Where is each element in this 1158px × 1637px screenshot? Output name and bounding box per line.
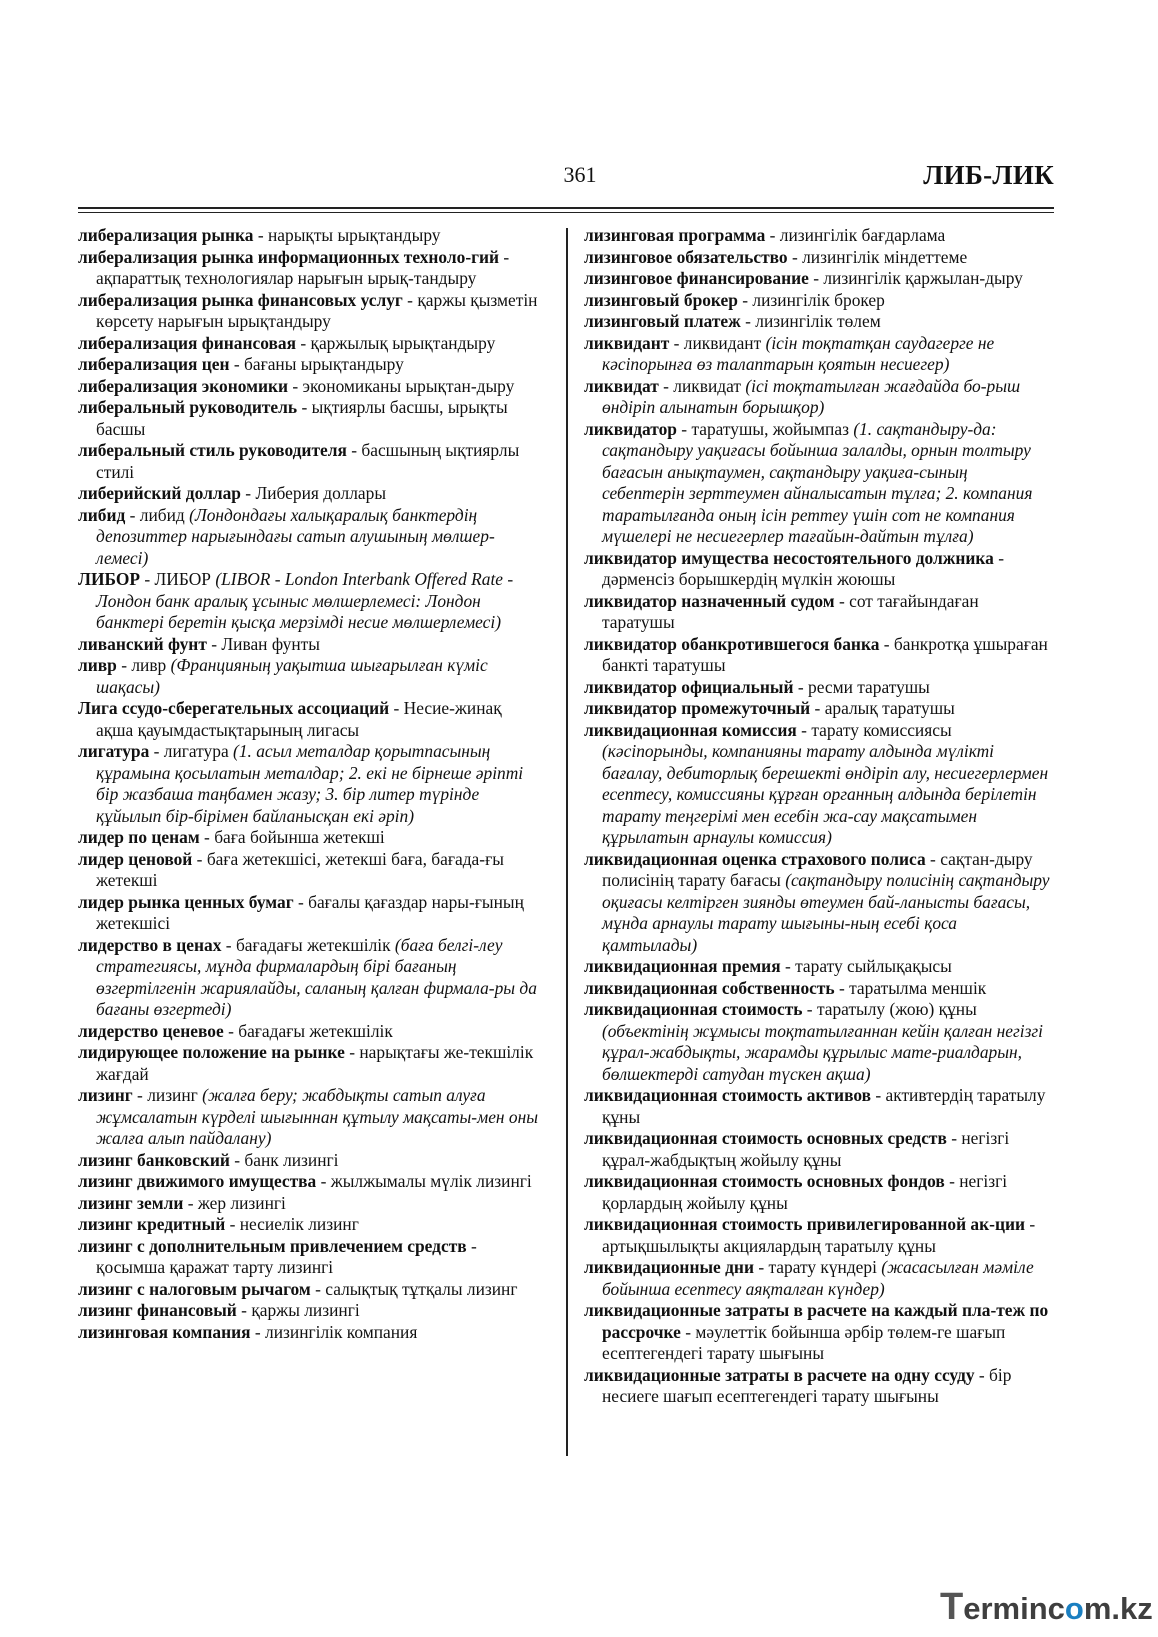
entry-translation: бір несиеге шағып есептегендегі тарату шығыны [602,1364,1012,1406]
entry-term: либид [78,504,126,525]
dictionary-entry [584,720,1054,849]
dictionary-entry [78,569,538,634]
dictionary-entry [78,1279,538,1301]
entry-separator: - [466,1235,477,1256]
entry-note: (1. асыл металдар қорытпасының құрамына қосылатын металдар; 2. екі не бірнеше әріпті бір жазбаша таңбамен жазу; 3. бір литер түрінде құйылып бір-бірімен байланысқан екі әріп) [96,741,524,826]
entry-term: ликвидационная премия [584,956,781,976]
entry-translation: ливр [131,655,167,675]
entry-translation: Ливан фунты [221,633,320,654]
entry-term: лизинг движимого имущества [78,1171,317,1191]
entry-translation: таратылу (жою) құны [816,999,977,1019]
entry-separator: - [253,225,268,245]
dictionary-entry [584,548,1054,591]
entry-translation: таратылма меншік [849,977,987,998]
dictionary-entry [78,483,538,505]
entry-separator: - [229,1149,245,1170]
dictionary-entry [78,741,538,827]
entry-translation: лизингілік бағдарлама [779,225,946,245]
entry-translation: аралық таратушы [824,698,955,718]
entry-translation: қаржы лизингі [251,1300,360,1320]
entry-translation: лигатура [163,741,229,761]
dictionary-entry [584,1300,1054,1365]
entry-separator: - [765,225,780,245]
entry-translation: лизингілік төлем [755,311,881,331]
entry-term: ликвидационные затраты в расчете на каждый пла-теж по рассрочке [584,1300,1049,1342]
dictionary-entry [584,225,1054,247]
entry-separator: - [1025,1214,1036,1234]
watermark-logo: Termincоm.kz [940,1586,1153,1628]
entry-translation: бағаны ырықтандыру [244,354,404,374]
entry-term: либерализация рынка [78,225,254,245]
entry-separator: - [223,1020,239,1041]
entry-term: лидерство в ценах [78,934,222,955]
entry-translation: ЛИБОР [154,569,211,589]
entry-translation: лизингілік қаржылан-дыру [823,268,1023,288]
entry-note: (кәсіпорынды, компанияны тарату алдында мүлікті бағалау, дебиторлық берешекті өндіріп алу, несиегерлермен есептесу, комиссияны құрған органның алдында берілетін тарату теңгерімі мен есебін жа-сау мақсатымен құрылатын арнаулы комиссия) [602,741,1049,847]
entry-term: либерийский доллар [78,483,241,503]
dictionary-entry [584,677,1054,699]
dictionary-entry [584,698,1054,720]
entry-separator: - [946,1128,962,1148]
entry-term: ликвидатор назначенный судом [584,590,835,611]
entry-term: ливанский фунт [78,633,207,654]
entry-translation: нарықты ырықтандыру [267,225,441,245]
entry-term: Лига ссудо-сберегательных ассоциаций [78,698,390,718]
entry-note: (жасасылған мәміле бойынша есептесу аяқталған күндер) [602,1257,1034,1299]
entry-separator: - [669,332,684,353]
entry-translation: тарату сыйлықақысы [795,956,952,976]
dictionary-entry [78,655,538,698]
running-head: ЛИБ-ЛИК [923,160,1054,190]
dictionary-entry [584,978,1054,1000]
entry-separator: - [346,440,362,460]
entry-separator: - [288,375,303,396]
entry-note: (LIBOR - London Interbank Offered Rate - Лондон банк аралық ұсыныс мөлшерлемесі: Лондон банктері беретін қысқа мерзімді несие мөлшерлемесі) [96,569,514,632]
entry-separator: - [808,268,824,288]
entry-separator: - [221,934,236,955]
entry-note: (сақтандыру полисінің сақтандыру оқиғасы келтірген зиянды өтеумен бай-ланысты бағасы, мұнда арнаулы тарату шығыны-ның есебі қоса қамтылады) [602,870,1050,955]
entry-term: ликвидатор [584,418,677,439]
entry-translation: бағадағы жетекшілік [238,1020,393,1041]
dictionary-entry [78,1193,538,1215]
entry-translation: Несие-жинақ ақша қауымдастықтарының лигасы [96,698,502,740]
dictionary-entry [584,634,1054,677]
entry-translation: ақпараттық технологиялар нарығын ырық-тандыру [96,268,477,288]
entry-translation: дәрменсіз борышкердің мүлкін жоюшы [602,569,896,589]
entry-translation: тарату күндері [768,1257,877,1277]
dictionary-entry [78,892,538,935]
entry-translation: лизингілік брокер [752,289,885,310]
entry-separator: - [149,741,164,761]
entry-separator: - [737,289,753,310]
dictionary-entry [584,419,1054,548]
entry-translation: сот тағайындаған таратушы [602,590,979,632]
dictionary-entry [78,827,538,849]
dictionary-entry [78,290,538,333]
dictionary-entry [78,1150,538,1172]
entry-term: лизинг земли [78,1192,184,1213]
entry-note: (баға белгі-леу стратегиясы, мұнда фирмалардың бірі бағаның өзгертілгенін жариялайды, саланың қалған фирмала-ры да бағаны өзгертеді) [96,934,537,1019]
entry-term: ликвидационная стоимость [584,999,803,1019]
dictionary-entry [78,1171,538,1193]
entry-separator: - [780,956,796,976]
entry-term: лидер по ценам [78,827,200,847]
dictionary-entry [78,1085,538,1150]
entry-separator: - [796,719,812,740]
entry-translation: ликвидат [673,375,741,396]
entry-term: либеральный стиль руководителя [78,440,347,460]
entry-separator: - [229,354,244,374]
page-number: 361 [563,162,597,187]
dictionary-entry [584,247,1054,269]
entry-separator: - [974,1364,990,1385]
entry-separator: - [199,827,215,847]
dictionary-entry [78,935,538,1021]
entry-term: лизинг с налоговым рычагом [78,1278,311,1299]
entry-separator: - [658,375,674,396]
entry-translation: ресми таратушы [808,676,930,697]
entry-term: лизинг банковский [78,1149,230,1170]
entry-separator: - [316,1171,331,1191]
entry-term: лидер рынка ценных бумаг [78,891,294,912]
entry-translation: сақтан-дыру полисінің тарату бағасы [602,848,1033,890]
entry-term: лизинговый платеж [584,311,741,331]
dictionary-entry [78,440,538,483]
dictionary-entry [584,1257,1054,1300]
entry-separator: - [810,698,825,718]
entry-term: ликвидатор промежуточный [584,698,811,718]
entry-separator: - [140,569,155,589]
entry-separator: - [250,1321,266,1342]
entry-translation: салықтық тұтқалы лизинг [325,1278,518,1299]
entry-term: лидирующее положение на рынке [78,1042,345,1062]
entry-term: ликвидационная стоимость активов [584,1085,871,1105]
entry-note: (объектінің жұмысы тоқтатылғаннан кейін қалған негізгі құрал-жабдықты, жарамды құрылыс мате-риалдарын, бөлшектерді сатудан түскен ақша) [602,1020,1043,1084]
entry-separator: - [834,590,850,611]
dictionary-entry [584,1171,1054,1214]
entry-term: ликвидационная стоимость привилегированной ак-ции [584,1214,1025,1234]
entry-translation: банкротқа ұшыраған банкті таратушы [602,633,1048,675]
entry-translation: активтердің таратылу құны [602,1085,1046,1127]
entry-translation: қаржылық ырықтандыру [310,332,496,353]
entry-translation: қосымша қаражат тарту лизингі [96,1257,334,1277]
entry-separator: - [183,1192,198,1213]
entry-separator: - [676,418,692,439]
entry-separator: - [793,676,808,697]
entry-separator: - [402,289,418,310]
dictionary-entry [78,333,538,355]
entry-separator: - [993,547,1005,568]
entry-separator: - [802,999,817,1019]
dictionary-entry [78,1236,538,1279]
entry-translation: тарату комиссиясы [811,719,952,740]
entry-separator: - [389,698,404,718]
entry-translation: баға жетекшісі, жетекші баға, бағада-ғы жетекші [96,848,504,890]
dictionary-entry [584,591,1054,634]
entry-translation: Либерия доллары [255,483,387,503]
dictionary-entry [584,290,1054,312]
dictionary-entry [78,849,538,892]
dictionary-entry [584,268,1054,290]
dictionary-entry [78,1042,538,1085]
dictionary-entry [584,956,1054,978]
entry-term: либеральный руководитель [78,397,298,417]
entry-term: либерализация экономики [78,375,289,396]
entry-term: ливр [78,655,117,675]
entry-term: ликвидатор обанкротившегося банка [584,633,880,654]
entry-translation: либид [139,504,185,525]
entry-separator: - [753,1257,769,1277]
entry-translation: ықтиярлы басшы, ырықты басшы [96,397,508,439]
dictionary-entry [584,333,1054,376]
column-divider [566,228,568,1456]
entry-translation: банк лизингі [244,1149,339,1170]
entry-note: (ісін тоқтатқан саудагерге не кәсіпорынға өз талаптарын қоятын несиегер) [602,332,995,374]
dictionary-entry [78,225,538,247]
entry-separator: - [293,891,309,912]
entry-separator: - [344,1042,360,1062]
entry-separator: - [240,483,256,503]
dictionary-entry [584,1365,1054,1408]
entry-translation: ликвидант [683,332,762,353]
entry-translation: жылжымалы мүлік лизингі [330,1171,532,1191]
entry-note: (Францияның уақытша шығарылған күміс шақасы) [96,655,488,697]
entry-translation: бағадағы жетекшілік [235,934,391,955]
dictionary-entry [584,311,1054,333]
entry-term: лизинг [78,1085,133,1105]
entry-separator: - [925,848,941,869]
entry-separator: - [834,977,850,998]
entry-translation: лизингілік компания [265,1321,418,1342]
dictionary-entry [78,505,538,570]
dictionary-entry [78,1300,538,1322]
entry-translation: несиелік лизинг [239,1214,359,1234]
entry-separator: - [132,1085,148,1105]
entry-note: (Лондондағы халықаралық банктердің депозиттер нарығындағы сатып алушының мөлшер-лемесі) [96,504,495,568]
entry-term: ликвидационная стоимость основных фондов [584,1171,945,1191]
entry-separator: - [116,655,132,675]
entry-separator: - [192,848,207,869]
entry-translation: негізгі құрал-жабдықтың жойылу құны [602,1128,1010,1170]
entry-term: лизинговая компания [78,1321,251,1342]
entry-term: лидерство ценевое [78,1020,224,1041]
entry-term: лизинговое обязательство [584,246,788,267]
dictionary-entry [78,247,538,290]
dictionary-entry [78,397,538,440]
entry-term: ЛИБОР [78,569,141,589]
entry-term: ликвидационная собственность [584,977,835,998]
entry-term: ликвидационная оценка страхового полиса [584,848,926,869]
entry-separator: - [206,633,222,654]
left-column [78,225,538,1343]
dictionary-entry [584,1214,1054,1257]
dictionary-entry [584,849,1054,957]
dictionary-entry [78,698,538,741]
entry-separator: - [944,1171,960,1191]
entry-term: ликвидат [584,375,659,396]
entry-translation: лизингілік міндеттеме [802,246,968,267]
entry-term: либерализация рынка финансовых услуг [78,289,403,310]
header-rule-thin [78,212,1054,213]
entry-term: ликвидант [584,332,670,353]
entry-term: лизинговое финансирование [584,268,809,288]
dictionary-entry [78,634,538,656]
entry-separator: - [236,1300,252,1320]
entry-term: ликвидационные затраты в расчете на одну ссуду [584,1364,975,1385]
dictionary-entry [584,376,1054,419]
entry-translation: бағалы қағаздар нары-ғының жетекшісі [96,891,524,933]
header-rule-thick [78,207,1054,209]
dictionary-entry [78,1021,538,1043]
entry-separator: - [871,1085,886,1105]
entry-term: ликвидационная комиссия [584,719,797,740]
entry-translation: жер лизингі [197,1192,286,1213]
entry-separator: - [225,1214,240,1234]
entry-term: либерализация рынка информационных техноло-гий [78,246,500,267]
entry-translation: негізгі қорлардың жойылу құны [602,1171,1008,1213]
entry-separator: - [310,1278,326,1299]
entry-term: лигатура [78,741,150,761]
entry-term: либерализация финансовая [78,332,297,353]
entry-translation: қаржы қызметін көрсету нарығын ырықтандыру [96,289,538,331]
entry-separator: - [297,397,312,417]
entry-separator: - [499,246,510,267]
entry-term: ликвидатор имущества несостоятельного должника [584,547,994,568]
entry-separator: - [680,1321,696,1342]
entry-term: лизинговая программа [584,225,766,245]
entry-separator: - [879,633,894,654]
entry-translation: нарықтағы же-текшілік жағдай [96,1042,534,1084]
entry-translation: лизинг [147,1085,198,1105]
dictionary-entry [584,1128,1054,1171]
entry-term: лизинг финансовый [78,1300,237,1320]
entry-note: (ісі тоқтатылған жағдайда бо-рыш өндіріп алынатын борышқор) [602,375,1021,417]
dictionary-entry [78,1322,538,1344]
entry-separator: - [296,332,311,353]
entry-separator: - [740,311,756,331]
dictionary-entry [78,376,538,398]
entry-translation: мәулеттік бойынша әрбір төлем-ге шағып есептегендегі тарату шығыны [602,1321,1006,1363]
entry-term: лизинговый брокер [584,289,738,310]
entry-separator: - [787,246,803,267]
entry-translation: экономиканы ырықтан-дыру [302,375,515,396]
entry-term: либерализация цен [78,354,230,374]
entry-translation: таратушы, жойымпаз [691,418,849,439]
entry-note: (1. сақтандыру-да: сақтандыру уақиғасы бойынша залалды, орнын толтыру бағасын анықтаумен, сақтандыру уақиға-сының себептерін зерттеумен айналысатын тұлға; 2. компания таратылғанда оның ісін реттеу үшін сот не компания мүшелері не несиегерлер тағайын-дайтын тұлға) [602,418,1033,546]
entry-term: лидер ценовой [78,848,193,869]
entry-term: ликвидационная стоимость основных средств [584,1128,947,1148]
entry-translation: баға бойынша жетекші [214,827,385,847]
entry-term: ликвидационные дни [584,1257,754,1277]
entry-term: лизинг с дополнительным привлечением средств [78,1235,467,1256]
dictionary-entry [78,1214,538,1236]
right-column [584,225,1054,1408]
entry-translation: басшының ықтиярлы стилі [96,440,520,482]
entry-separator: - [125,504,140,525]
entry-term: ликвидатор официальный [584,676,794,697]
dictionary-entry [584,999,1054,1085]
entry-note: (жалға беру; жабдықты сатып алуға жұмсалатын күрделі шығыннан құтылу мақсаты-мен оны жалға алып пайдалану) [96,1085,538,1148]
entry-term: лизинг кредитный [78,1214,226,1234]
dictionary-entry [584,1085,1054,1128]
dictionary-entry [78,354,538,376]
entry-translation: артықшылықты акциялардың таратылу құны [602,1235,936,1256]
